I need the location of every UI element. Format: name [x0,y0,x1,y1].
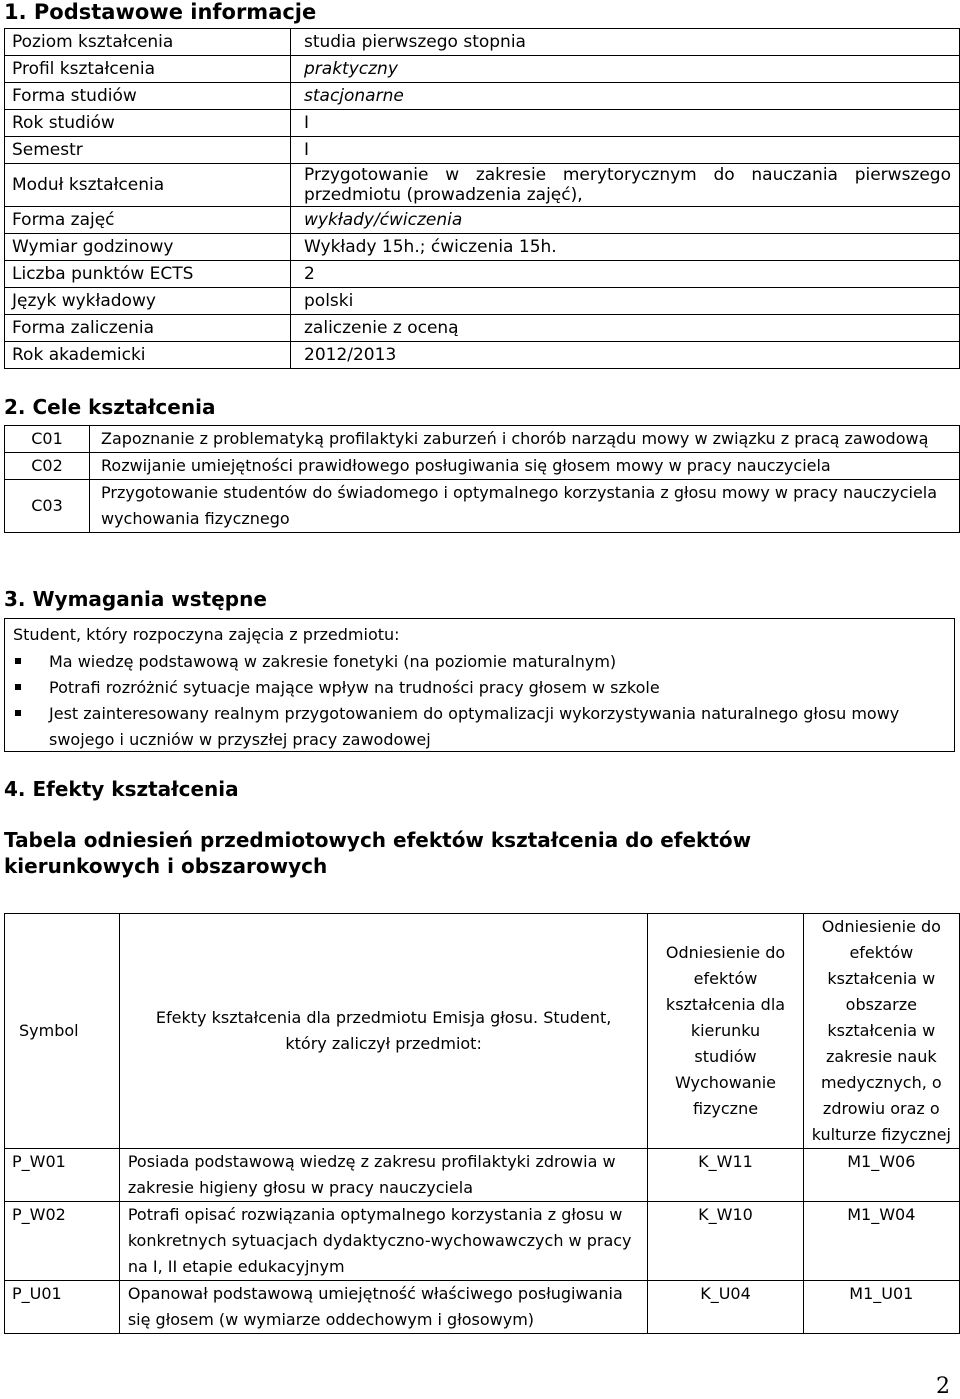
info-value: Wykłady 15h.; ćwiczenia 15h. [291,234,960,261]
goals-table [4,425,960,533]
goal-row [5,480,960,533]
info-label: Forma zaliczenia [5,315,291,342]
info-row [5,315,960,342]
section-1-title: 1. Podstawowe informacje [4,0,317,24]
info-label: Forma studiów [5,83,291,110]
info-label: Moduł kształcenia [5,164,291,207]
info-label: Rok akademicki [5,342,291,369]
goal-code: C03 [5,480,90,533]
table-row [5,1281,960,1334]
field-reference-cell: K_U04 [648,1281,803,1334]
info-label: Wymiar godzinowy [5,234,291,261]
header-area-reference-text: Odniesienie do efektów kształcenia w obszarze kształcenia w zakresie nauk medycznych, o zdrowiu oraz o kulturze fizycznej [811,917,951,1144]
info-value: 2012/2013 [291,342,960,369]
list-item-text: Potrafi rozróżnić sytuacje mające wpływ na trudności pracy głosem w szkole [49,678,660,697]
square-bullet-icon [15,684,21,690]
symbol-cell: P_U01 [5,1281,120,1334]
square-bullet-icon [15,658,21,664]
info-label: Rok studiów [5,110,291,137]
header-description-text: Efekty kształcenia dla przedmiotu Emisja głosu. Student, który zaliczył przedmiot: [155,1008,612,1053]
header-field-reference-text: Odniesienie do efektów kształcenia dla kierunku studiów Wychowanie fizyczne [665,943,786,1118]
goal-text: Rozwijanie umiejętności prawidłowego posługiwania się głosem mowy w pracy nauczyciela [90,453,960,480]
info-value: 2 [291,261,960,288]
info-row [5,56,960,83]
page-number: 2 [936,1374,950,1399]
list-item [5,649,945,675]
section-3-title: 3. Wymagania wstępne [4,587,267,611]
info-value: I [291,110,960,137]
description-cell: Posiada podstawową wiedzę z zakresu profilaktyki zdrowia w zakresie higieny głosu w pracy nauczyciela [119,1149,648,1202]
goal-text: Zapoznanie z problematyką profilaktyki zaburzeń i chorób narządu mowy w związku z pracą zawodową [90,426,960,453]
info-row [5,261,960,288]
outcomes-table [4,913,960,1334]
info-label: Liczba punktów ECTS [5,261,291,288]
info-value: I [291,137,960,164]
info-label: Poziom kształcenia [5,29,291,56]
info-row [5,110,960,137]
goal-code: C01 [5,426,90,453]
table-caption: Tabela odniesień przedmiotowych efektów kształcenia do efektów kierunkowych i obszarowych [4,828,752,878]
description-cell: Opanował podstawową umiejętność właściwego posługiwania się głosem (w wymiarze oddechowym i głosowym) [119,1281,648,1334]
goal-text: Przygotowanie studentów do świadomego i optymalnego korzystania z głosu mowy w pracy nauczyciela wychowania fizycznego [90,480,960,533]
info-row [5,164,960,207]
info-row [5,207,960,234]
info-row [5,234,960,261]
field-reference-cell: K_W10 [648,1202,803,1281]
info-value: Przygotowanie w zakresie merytorycznym do nauczania pierwszego przedmiotu (prowadzenia zajęć), [291,164,960,207]
info-label: Język wykładowy [5,288,291,315]
symbol-cell: P_W02 [5,1202,120,1281]
info-row [5,83,960,110]
table-row [5,1202,960,1281]
field-reference-cell: K_W11 [648,1149,803,1202]
requirements-intro: Student, który rozpoczyna zajęcia z przedmiotu: [13,625,400,644]
info-value: polski [291,288,960,315]
goal-row [5,453,960,480]
info-label: Profil kształcenia [5,56,291,83]
info-row [5,288,960,315]
info-label: Forma zajęć [5,207,291,234]
info-value: praktyczny [291,56,960,83]
list-item [5,701,945,753]
requirements-box [4,618,955,752]
square-bullet-icon [15,710,21,716]
info-row [5,29,960,56]
info-value: stacjonarne [291,83,960,110]
list-item [5,675,945,701]
symbol-cell: P_W01 [5,1149,120,1202]
area-reference-cell: M1_W06 [803,1149,959,1202]
header-symbol: Symbol [5,914,120,1149]
goal-row [5,426,960,453]
info-label: Semestr [5,137,291,164]
info-value: studia pierwszego stopnia [291,29,960,56]
info-row [5,137,960,164]
list-item-text: Jest zainteresowany realnym przygotowaniem do optymalizacji wykorzystywania naturalnego głosu mowy swojego i uczniów w przyszłej pracy zawodowej [49,704,900,749]
table-header-row [5,914,960,1149]
section-2-title: 2. Cele kształcenia [4,395,216,419]
header-area-reference [803,914,959,1149]
list-item-text: Ma wiedzę podstawową w zakresie fonetyki (na poziomie maturalnym) [49,652,617,671]
info-row [5,342,960,369]
section-4-title: 4. Efekty kształcenia [4,777,239,801]
info-value: wykłady/ćwiczenia [291,207,960,234]
area-reference-cell: M1_U01 [803,1281,959,1334]
basic-info-table [4,28,960,369]
header-field-reference [648,914,803,1149]
info-value: zaliczenie z oceną [291,315,960,342]
header-description [119,914,648,1149]
requirements-list [5,649,945,753]
description-cell: Potrafi opisać rozwiązania optymalnego korzystania z głosu w konkretnych sytuacjach dydaktyczno-wychowawczych w pracy na I, II etapie edukacyjnym [119,1202,648,1281]
table-row [5,1149,960,1202]
area-reference-cell: M1_W04 [803,1202,959,1281]
goal-code: C02 [5,453,90,480]
